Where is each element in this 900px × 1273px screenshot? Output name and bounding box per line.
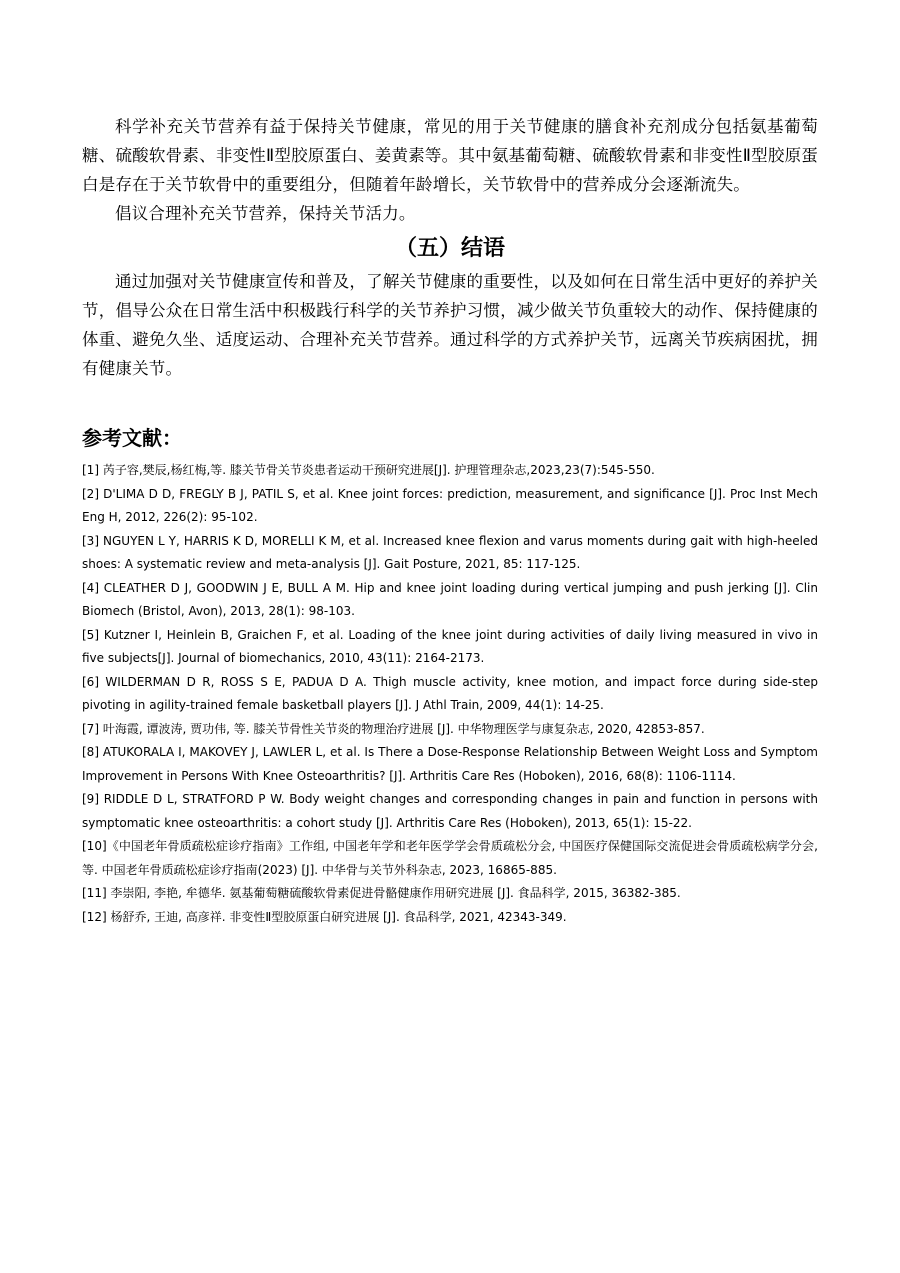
reference-item: [4] CLEATHER D J, GOODWIN J E, BULL A M. Hip and knee joint loading during vertical jumping and push jerking [J]. Clin Biomech (Bristol, Avon), 2013, 28(1): 98-103.: [82, 580, 818, 618]
paragraph-conclusion: 通过加强对关节健康宣传和普及，了解关节健康的重要性，以及如何在日常生活中更好的养护关节，倡导公众在日常生活中积极践行科学的关节养护习惯，减少做关节负重较大的动作、保持健康的体重、避免久坐、适度运动、合理补充关节营养。通过科学的方式养护关节，远离关节疾病困扰，拥有健康关节。: [82, 272, 818, 378]
reference-item: [12] 杨舒乔, 王迪, 高彦祥. 非变性Ⅱ型胶原蛋白研究进展 [J]. 食品科学, 2021, 42343-349.: [82, 909, 567, 924]
reference-item: [5] Kutzner I, Heinlein B, Graichen F, et al. Loading of the knee joint during activities of daily living measured in vivo in five subjects[J]. Journal of biomechanics, 2010, 43(11): 2164-2173.: [82, 627, 818, 665]
reference-item: [11] 李崇阳, 李艳, 牟德华. 氨基葡萄糖硫酸软骨素促进骨骼健康作用研究进展 [J]. 食品科学, 2015, 36382-385.: [82, 886, 681, 900]
reference-item: [1] 芮子容,樊辰,杨红梅,等. 膝关节骨关节炎患者运动干预研究进展[J]. 护理管理杂志,2023,23(7):545-550.: [82, 463, 655, 477]
references-title: 参考文献：: [82, 426, 182, 450]
references-list: [82, 459, 818, 929]
document-page: [82, 112, 818, 929]
paragraph-nutrition-advice: 倡议合理补充关节营养，保持关节活力。: [115, 204, 416, 223]
paragraph-joint-nutrition: 科学补充关节营养有益于保持关节健康，常见的用于关节健康的膳食补充剂成分包括氨基葡萄糖、硫酸软骨素、非变性Ⅱ型胶原蛋白、姜黄素等。其中氨基葡萄糖、硫酸软骨素和非变性Ⅱ型胶原蛋白是存在于关节软骨中的重要组分，但随着年龄增长，关节软骨中的营养成分会逐渐流失。: [82, 117, 818, 194]
reference-item: [9] RIDDLE D L, STRATFORD P W. Body weight changes and corresponding changes in pain and function in persons with symptomatic knee osteoarthritis: a cohort study [J]. Arthritis Care Res (Hoboken), 2013, 65(1): 15-22.: [82, 792, 818, 830]
reference-item: [10]《中国老年骨质疏松症诊疗指南》工作组, 中国老年学和老年医学学会骨质疏松分会, 中国医疗保健国际交流促进会骨质疏松病学分会, 等. 中国老年骨质疏松症诊疗指南(2023) [J]. 中华骨与关节外科杂志, 2023, 16865-885.: [82, 839, 818, 877]
section-title-conclusion: （五）结语: [394, 236, 505, 261]
reference-item: [8] ATUKORALA I, MAKOVEY J, LAWLER L, et al. Is There a Dose-Response Relationship Between Weight Loss and Symptom Improvement in Persons With Knee Osteoarthritis? [J]. Arthritis Care Res (Hoboken), 2016, 68(8): 1106-1114.: [82, 745, 818, 783]
reference-item: [7] 叶海霞, 谭波涛, 贾功伟, 等. 膝关节骨性关节炎的物理治疗进展 [J]. 中华物理医学与康复杂志, 2020, 42853-857.: [82, 721, 705, 736]
reference-item: [3] NGUYEN L Y, HARRIS K D, MORELLI K M, et al. Increased knee flexion and varus moments during gait with high-heeled shoes: A systematic review and meta-analysis [J]. Gait Posture, 2021, 85: 117-125.: [82, 533, 818, 571]
reference-item: [2] D'LIMA D D, FREGLY B J, PATIL S, et al. Knee joint forces: prediction, measurement, and significance [J]. Proc Inst Mech Eng H, 2012, 226(2): 95-102.: [82, 486, 818, 524]
reference-item: [6] WILDERMAN D R, ROSS S E, PADUA D A. Thigh muscle activity, knee motion, and impact force during side-step pivoting in agility-trained female basketball players [J]. J Athl Train, 2009, 44(1): 14-25.: [82, 674, 818, 712]
